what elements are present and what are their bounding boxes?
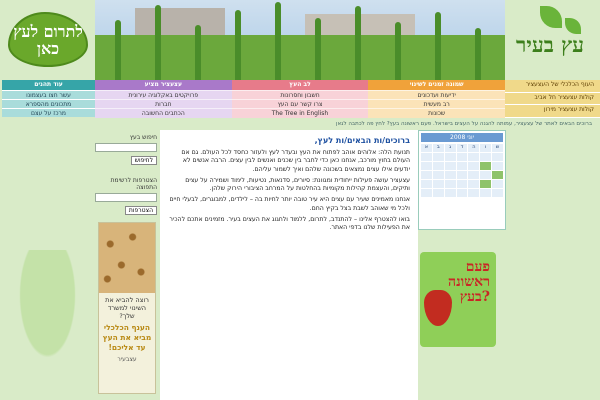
main-nav xyxy=(95,80,505,118)
calendar-day-cell[interactable] xyxy=(492,180,503,188)
breadcrumb: ברוכים הבאים לאתר של עצעציר, עמותה להגנה על העצים בישראל. פעם ראשונה בעץ? לחץ פה לכתבה לגאן xyxy=(336,121,592,127)
calendar-day-cell[interactable] xyxy=(457,171,468,179)
calendar-day-cell[interactable] xyxy=(421,162,432,170)
nav-column xyxy=(368,80,505,118)
calendar-day-cell[interactable] xyxy=(480,189,491,197)
calendar-day-cell[interactable] xyxy=(468,180,479,188)
calendar-header: יוני 2008 xyxy=(421,133,503,142)
calendar-day-cell[interactable] xyxy=(457,153,468,161)
calendar-day-cell[interactable] xyxy=(445,153,456,161)
calendar-day-cell[interactable] xyxy=(492,162,503,170)
calendar-day-cell[interactable] xyxy=(480,162,491,170)
calendar-day-cell[interactable] xyxy=(445,162,456,170)
main-content xyxy=(160,130,418,400)
grass-blade xyxy=(155,5,161,80)
calendar-weekday: ו xyxy=(480,144,491,152)
nav-item[interactable]: פרויקטים באקלוגיה עירונית xyxy=(95,90,232,99)
content-paragraph: עצעציר עושה פעילות ייחודית ומגוונת: סיורים, סדנאות, נטיעות, לימוד ושמירה על עצים ותיקים, והעצמת קהילות מקומיות בהחלטות על המרחב הציבורי הירוק שלהן. xyxy=(185,176,410,193)
content-paragraph: תנועת הלה: אלוהים אוהב לפתוח את העץ ובעדר לעץ ולעזור כחסד לכל העולם. גם אם העולם בחוץ מורכב, אנחנו כאן כדי לחבר בין שכנים ואנשים לבין עצים. הרבה אנשים לא יודעים אילו עצים נמצאים בשכונה שלהם ואיך לשמור עליהם. xyxy=(181,149,410,173)
calendar-weekday: ש xyxy=(492,144,503,152)
right-column xyxy=(418,130,506,230)
nav-item[interactable]: הכתבים החשובה xyxy=(95,108,232,117)
site-logo[interactable]: עץ בעיר xyxy=(516,32,584,57)
donate-sign-label: לתרום לעץ כאן xyxy=(13,21,83,58)
nav-item[interactable]: חברות xyxy=(95,99,232,108)
calendar-day-cell[interactable] xyxy=(492,153,503,161)
right-nav-item[interactable]: קולות עצעציר מירון xyxy=(505,105,600,118)
nav-column xyxy=(232,80,369,118)
calendar-day-cell[interactable] xyxy=(445,189,456,197)
left-nav-title[interactable]: עוד תהנים xyxy=(2,80,95,90)
left-nav-item[interactable]: מתכונים מהספרא xyxy=(2,99,95,108)
search-label: חיפוש בעץ xyxy=(129,134,157,141)
left-nav-item[interactable]: מרכז על עצם xyxy=(2,108,95,117)
grass-blade xyxy=(235,10,241,80)
calendar-day-cell[interactable] xyxy=(421,171,432,179)
calendar-day-cell[interactable] xyxy=(433,189,444,197)
calendar-weekday: א xyxy=(421,144,432,152)
nav-item[interactable]: חשבון וחסרונות xyxy=(232,90,369,99)
calendar-day-cell[interactable] xyxy=(421,189,432,197)
left-ad-headline: הענף הכלכלי מביא את העץ עד אליכם! xyxy=(102,323,152,352)
newsletter-email-input[interactable] xyxy=(95,193,157,202)
calendar-day-cell[interactable] xyxy=(468,153,479,161)
newsletter-label: הצטרפות לרשימת התפוצה xyxy=(110,177,157,191)
left-ad-banner[interactable] xyxy=(98,222,156,394)
strawberry-icon xyxy=(424,290,452,326)
calendar-day-cell[interactable] xyxy=(468,162,479,170)
nav-item[interactable]: ידיעות ועדכונים xyxy=(368,90,505,99)
calendar-day-cell[interactable] xyxy=(457,180,468,188)
nav-item[interactable]: רב מעשית xyxy=(368,99,505,108)
calendar-day-cell[interactable] xyxy=(480,180,491,188)
left-nav-item[interactable]: עשר חצו בעצמונו xyxy=(2,90,95,99)
calendar-widget xyxy=(418,130,506,230)
calendar-day-cell[interactable] xyxy=(457,189,468,197)
left-ad-logo: עצבעיר xyxy=(117,356,137,363)
grass-blade xyxy=(275,2,281,80)
calendar-day-cell[interactable] xyxy=(445,180,456,188)
seeds-image xyxy=(99,223,155,293)
calendar-day-cell[interactable] xyxy=(492,189,503,197)
nav-column xyxy=(95,80,232,118)
grass-blade xyxy=(395,22,401,80)
left-ad-text: רוצה להביא את השינוי למשרד שלך? xyxy=(105,296,149,320)
calendar-day-cell[interactable] xyxy=(421,153,432,161)
background-decoration xyxy=(0,250,95,400)
nav-item[interactable]: שכונות xyxy=(368,108,505,117)
left-column xyxy=(95,130,157,217)
right-ad-banner[interactable] xyxy=(420,252,496,347)
calendar-weekday: ה xyxy=(468,144,479,152)
grass-blade xyxy=(115,20,121,80)
calendar-day-cell[interactable] xyxy=(492,171,503,179)
calendar-day-cell[interactable] xyxy=(480,153,491,161)
calendar-day-cell[interactable] xyxy=(468,189,479,197)
calendar-day-cell[interactable] xyxy=(433,171,444,179)
right-nav-item[interactable]: קולות עצעציר חל אביב xyxy=(505,93,600,106)
page-title: ברוכים/ות הבאים/ות לעץ, xyxy=(314,136,410,145)
calendar-day-cell[interactable] xyxy=(433,180,444,188)
calendar-grid xyxy=(421,144,503,197)
calendar-day-cell[interactable] xyxy=(457,162,468,170)
calendar-weekday: ג xyxy=(445,144,456,152)
right-nav-item[interactable]: העוף הכלכלי של העצעציר xyxy=(505,80,600,93)
search-button[interactable]: לחיפוש xyxy=(131,156,157,165)
newsletter-join-button[interactable]: הצטרפות xyxy=(125,206,157,215)
content-paragraph: אנחנו מאמינים שעיר עם עצים היא עיר טובה יותר לחיות בה – לילדים, למבוגרים, לבעלי חיים ולכל מי שאוהב לשבת בצל בקיץ החם. xyxy=(169,196,410,212)
nav-item[interactable]: צרו קשר עם העץ xyxy=(232,99,369,108)
calendar-day-cell[interactable] xyxy=(433,162,444,170)
search-input[interactable] xyxy=(95,143,157,152)
calendar-day-cell[interactable] xyxy=(433,153,444,161)
nav-column-title[interactable]: לב העץ xyxy=(232,80,369,90)
grass-blade xyxy=(195,25,201,80)
nav-item[interactable]: The Tree in English xyxy=(232,108,369,117)
calendar-day-cell[interactable] xyxy=(480,171,491,179)
left-nav xyxy=(2,80,95,118)
grass-blade xyxy=(435,12,441,80)
nav-column-title[interactable]: עצעציר מציע xyxy=(95,80,232,90)
grass-blade xyxy=(315,18,321,80)
calendar-day-cell[interactable] xyxy=(421,180,432,188)
calendar-weekday: ד xyxy=(457,144,468,152)
calendar-weekday: ב xyxy=(433,144,444,152)
grass-blade xyxy=(475,28,481,80)
grass-blade xyxy=(355,6,361,80)
header-photo xyxy=(95,0,505,80)
right-ad-text: פעם ראשונה בעץ? xyxy=(448,259,490,305)
calendar-day-cell[interactable] xyxy=(468,171,479,179)
nav-column-title[interactable]: שמונה זמנים לשינוי xyxy=(368,80,505,90)
content-paragraph: בואו להצטרף אלינו – להתנדב, לתרום, ללמוד ולחגוג את העצים בעיר. מזמינים אתכם להכיר את הפעילות שלנו בדפי האתר. xyxy=(169,216,410,232)
calendar-day-cell[interactable] xyxy=(445,171,456,179)
right-nav xyxy=(505,80,600,118)
